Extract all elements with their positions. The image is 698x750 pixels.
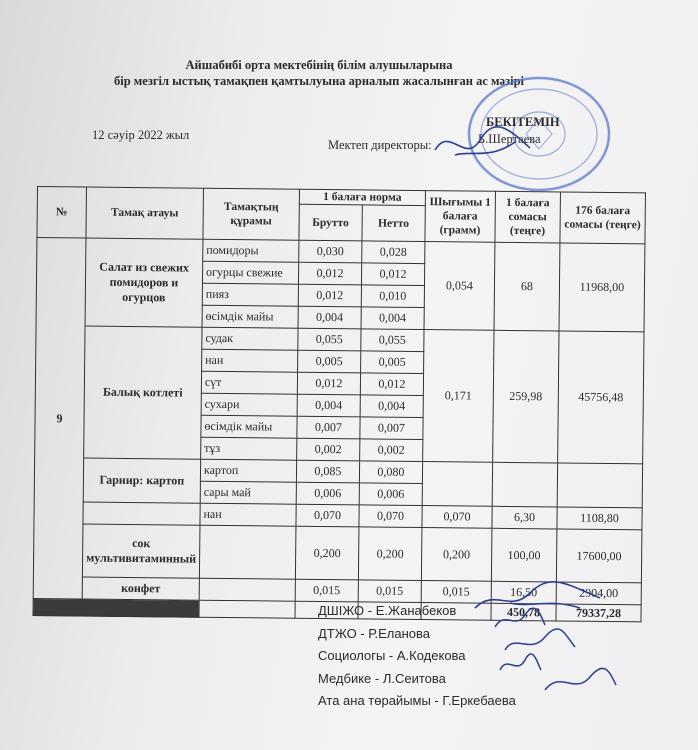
menu-date: 12 сәуір 2022 жыл [92,128,190,142]
director-label: Мектеп директоры: [328,138,432,152]
brutto-value: 0,070 [296,504,359,527]
netto-value: 0,004 [361,307,424,330]
director-signature [430,120,540,170]
netto-value: 0,070 [359,505,422,528]
menu-table [32,186,645,622]
netto-value: 0,006 [359,483,422,506]
table-row [33,523,641,582]
ingredient-name: өсімдік майы [202,305,298,328]
total-shaded-cell [33,598,199,617]
output-value: 0,200 [421,528,492,582]
total-cost1: 450,78 [491,603,556,621]
composition-empty [199,525,296,579]
netto-value: 0,004 [360,395,423,418]
netto-value: 0,007 [360,417,423,440]
brutto-value: 0,012 [298,284,361,307]
ingredient-name: картоп [200,459,296,482]
signature-line: Социологы - А.Кодекова [318,648,466,663]
cost1-value: 16,50 [491,581,556,604]
brutto-value: 0,002 [297,438,360,461]
brutto-value: 0,004 [297,394,360,417]
output-value: 0,070 [422,506,492,529]
brutto-value: 0,200 [295,526,359,580]
signature-line: Медбике - Л.Сеитова [318,670,446,686]
approve-label: БЕКІТЕМІН [486,115,560,129]
brutto-value: 0,005 [298,350,361,373]
col-composition-header: Тамақтың құрамы [203,188,300,240]
brutto-value: 0,030 [299,240,362,263]
col-cost176-header: 176 балаға сомасы (теңге) [560,192,646,244]
netto-value: 0,028 [362,241,425,264]
netto-value: 0,055 [361,329,424,352]
dish-empty [83,502,200,525]
day-number: 9 [33,238,86,599]
brutto-value: 0,006 [296,482,359,505]
cost1-empty [492,462,557,507]
cost176-value: 1108,80 [557,507,642,530]
title-line-1: Айшабибі орта мектебінің білім алушыларына [185,58,453,72]
cost1-value: 68 [494,242,560,331]
dish-name: Салат из свежих помидоров и огурцов [85,238,203,327]
netto-value: 0,080 [359,461,422,484]
netto-value: 0,012 [361,263,424,286]
total-empty [199,600,295,618]
cost1-value: 6,30 [492,506,557,529]
output-empty [422,462,492,507]
dish-name: Гарнир: картоп [83,458,200,503]
director-name: Б.Шертаева [478,132,541,146]
brutto-value: 0,015 [295,579,358,602]
title-line-2: бір мезгіл ыстық тамақпен қамтылуына арналып жасалынған ас мәзірі [113,74,525,88]
composition-empty [199,578,295,601]
brutto-value: 0,012 [298,262,361,285]
cost1-value: 100,00 [491,528,557,582]
netto-value: 0,002 [360,439,423,462]
col-norm-header: 1 балаға норма [299,189,425,206]
brutto-value: 0,085 [296,460,359,483]
signature-line: ДТЖО - Р.Еланова [318,625,430,641]
signature-scribble [540,665,620,700]
dish-name: Балық котлеті [84,326,202,459]
ingredient-name: нан [200,503,296,526]
ingredient-name: сүт [201,371,297,394]
dish-name: сок мультивитаминный [82,524,199,578]
dish-name: конфет [82,577,199,600]
signature-line: Ата ана төрайымы - Г.Еркебаева [318,693,516,708]
signature-scribble [495,650,545,680]
cost1-value: 259,98 [493,330,559,463]
ingredient-name: помидоры [203,239,299,262]
brutto-value: 0,055 [298,328,361,351]
cost176-value: 11968,00 [559,243,645,332]
ingredient-name: өсімдік майы [201,415,297,438]
output-value: 0,171 [423,330,494,463]
netto-value: 0,200 [358,527,422,581]
netto-value: 0,005 [360,351,423,374]
ingredient-name: пияз [202,283,298,306]
brutto-value: 0,012 [297,372,360,395]
col-dish-header: Тамақ атауы [86,187,203,239]
cost176-empty [557,463,642,508]
ingredient-name: судак [202,327,298,350]
ingredient-name: сухари [201,393,297,416]
cost176-value: 45756,48 [558,331,644,464]
output-value: 0,015 [421,581,491,604]
ingredient-name: тұз [201,437,297,460]
col-number-header: № [37,187,87,239]
ingredient-name: нан [202,349,298,372]
ingredient-name: огурцы свежие [202,261,298,284]
netto-value: 0,012 [360,373,423,396]
col-brutto-header: Брутто [299,205,362,241]
cost176-value: 2904,00 [556,582,641,605]
signature-line: ДШІЖО - Е.Жанабеков [318,603,457,618]
netto-value: 0,010 [361,285,424,308]
col-netto-header: Нетто [362,205,425,241]
total-cost176: 79337,28 [556,604,641,622]
col-output-header: Шығымы 1 балаға (грамм) [425,191,496,243]
brutto-value: 0,007 [297,416,360,439]
brutto-value: 0,004 [298,306,361,329]
ingredient-name: сары май [200,481,296,504]
cost176-value: 17600,00 [556,529,642,583]
output-value: 0,054 [424,242,495,331]
netto-value: 0,015 [358,580,421,603]
col-cost1-header: 1 балаға сомасы (теңге) [495,191,561,243]
